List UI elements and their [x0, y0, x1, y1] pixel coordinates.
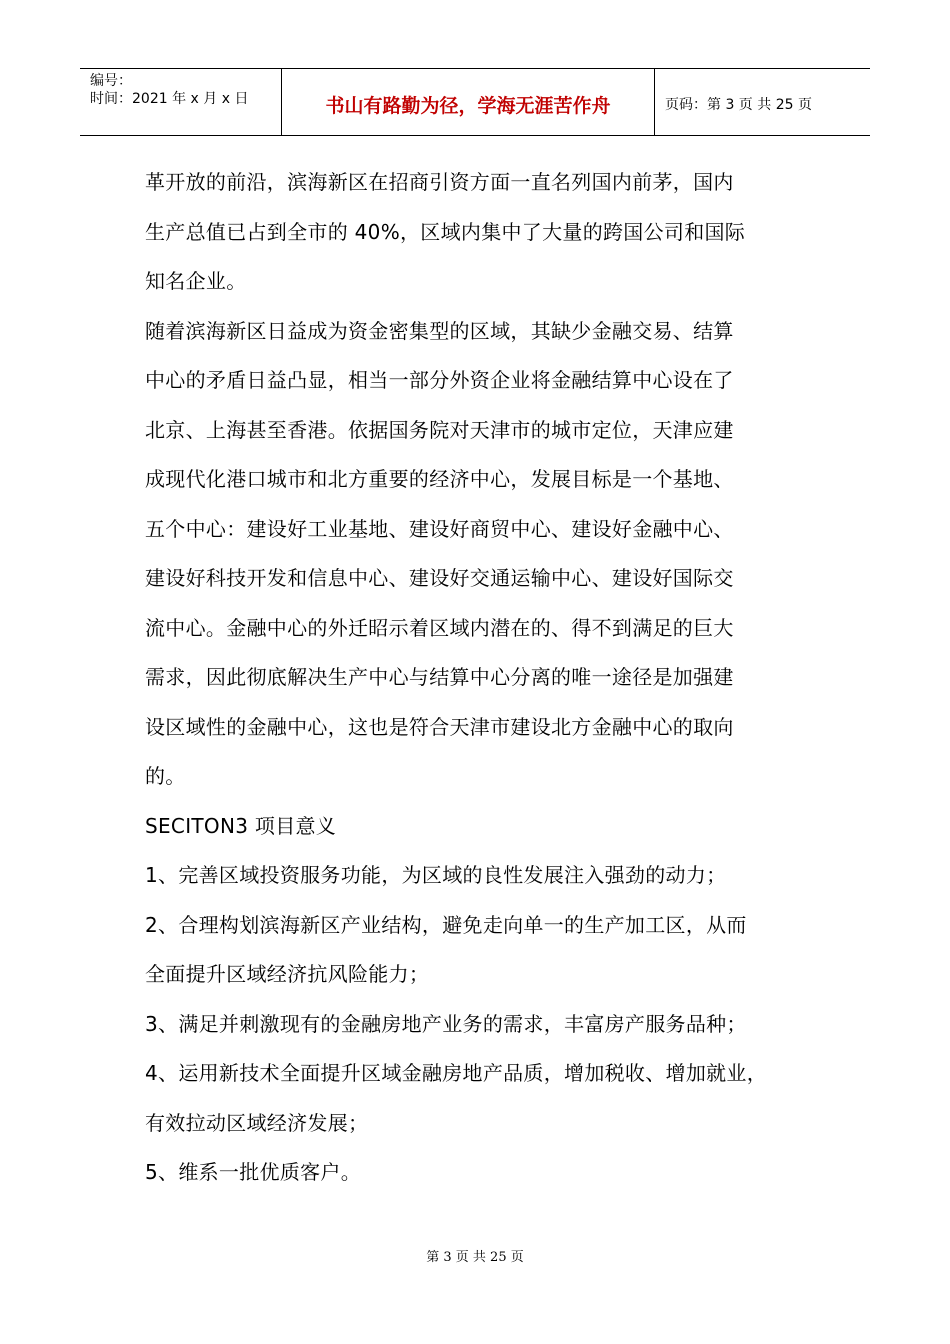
- body-line: 北京、上海甚至香港。依据国务院对天津市的城市定位，天津应建: [145, 417, 734, 442]
- body-line: 生产总值已占到全市的 40%，区域内集中了大量的跨国公司和国际: [145, 219, 746, 244]
- body-line: 中心的矛盾日益凸显，相当一部分外资企业将金融结算中心设在了: [145, 368, 734, 392]
- body-line: 的。: [145, 764, 186, 788]
- list-item: 5、维系一批优质客户。: [145, 1160, 362, 1184]
- list-item: 4、运用新技术全面提升区域金融房地产品质，增加税收、增加就业，: [145, 1061, 768, 1085]
- document-header: [80, 68, 870, 136]
- body-line: 随着滨海新区日益成为资金密集型的区域，其缺少金融交易、结算: [145, 318, 734, 343]
- list-item-continuation: 全面提升区域经济抗风险能力；: [145, 962, 430, 986]
- header-meta-cell: [80, 69, 282, 135]
- list-item: 2、合理构划滨海新区产业结构，避免走向单一的生产加工区，从而: [145, 912, 747, 937]
- document-number-label: 编号：: [90, 73, 132, 89]
- page-footer: [0, 1246, 950, 1265]
- document-body: [145, 158, 825, 1198]
- footer-page-number: 第 3 页 共 25 页: [426, 1250, 524, 1265]
- header-slogan: 书山有路勤为径，学海无涯苦作舟: [325, 94, 611, 117]
- body-line: 知名企业。: [145, 269, 247, 293]
- body-line: 成现代化港口城市和北方重要的经济中心，发展目标是一个基地、: [145, 467, 734, 491]
- body-line: 革开放的前沿，滨海新区在招商引资方面一直名列国内前茅，国内: [145, 170, 734, 194]
- body-line: 建设好科技开发和信息中心、建设好交通运输中心、建设好国际交: [145, 566, 734, 590]
- header-page-cell: [655, 69, 870, 135]
- body-line: 流中心。金融中心的外迁昭示着区域内潜在的、得不到满足的巨大: [145, 615, 734, 640]
- section-heading: SECITON3 项目意义: [145, 813, 337, 838]
- header-slogan-cell: [282, 69, 655, 135]
- list-item-continuation: 有效拉动区域经济发展；: [145, 1110, 369, 1135]
- body-line: 五个中心：建设好工业基地、建设好商贸中心、建设好金融中心、: [145, 516, 734, 541]
- document-date-label: 时间：2021 年 x 月 x 日: [90, 91, 249, 107]
- list-item: 3、满足并刺激现有的金融房地产业务的需求，丰富房产服务品种；: [145, 1011, 747, 1036]
- list-item: 1、完善区域投资服务功能，为区域的良性发展注入强劲的动力；: [145, 863, 727, 887]
- body-line: 需求，因此彻底解决生产中心与结算中心分离的唯一途径是加强建: [145, 665, 734, 689]
- header-page-info: 页码：第 3 页 共 25 页: [665, 97, 812, 113]
- body-line: 设区域性的金融中心，这也是符合天津市建设北方金融中心的取向: [145, 714, 734, 739]
